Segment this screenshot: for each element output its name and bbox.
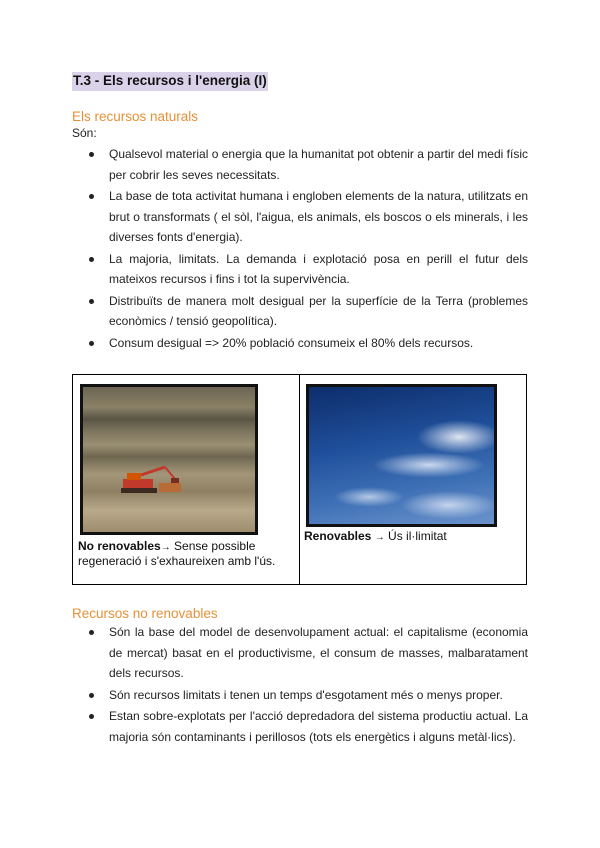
bullet-icon [89,257,94,262]
bullet-icon [89,341,94,346]
bullet-icon [89,714,94,719]
arrow-icon: → [160,542,171,553]
list-item-text: Consum desigual => 20% població consumeix el 80% dels recursos. [109,335,474,350]
open-pit-mine-photo [80,384,258,535]
page-title: T.3 - Els recursos i l'energia (I) [72,72,268,91]
cloudy-sky-photo [306,384,497,527]
list-item [72,706,528,747]
list-item-text: Són recursos limitats i tenen un temps d'esgotament més o menys proper. [109,687,503,702]
bullet-icon [89,693,94,698]
section-heading-non-renewable: Recursos no renovables [72,606,218,621]
renewable-description: Ús il·limitat [384,529,447,543]
list-item-text: Estan sobre-explotats per l'acció depredadora del sistema productiu actual. La majoria són contaminants i perillosos (tots els energètics i alguns metàl·lics). [109,709,528,744]
list-item [72,291,528,332]
table-cell-non-renewable [73,375,300,584]
list-item [72,186,528,248]
section-heading-natural-resources: Els recursos naturals [72,109,199,124]
list-item [72,144,528,185]
non-renewable-label: No renovables [78,539,161,553]
resources-image-table [72,374,527,585]
list-item [72,249,528,290]
list-item-text: Qualsevol material o energia que la humanitat pot obtenir a partir del medi físic per cobrir les seves necessitats. [109,147,528,182]
bullet-icon [89,299,94,304]
list-item [72,333,528,354]
bullet-icon [89,630,94,635]
list-item [72,685,528,706]
arrow-icon: → [374,532,385,543]
renewable-caption [304,530,514,545]
renewable-label: Renovables [304,529,372,543]
list-item-text: La base de tota activitat humana i engloben elements de la natura, utilitzats en brut o transformats ( el sòl, l'aigua, els animals, els boscos o els minerals, i les diverses fonts d'energia). [109,189,528,244]
table-cell-renewable [300,375,526,584]
non-renewable-description: Sense possible regeneració i s'exhaureixen amb l'ús. [78,539,276,568]
section-intro: Són: [72,126,97,140]
excavator-icon [119,465,185,495]
list-item-text: Són la base del model de desenvolupament actual: el capitalisme (economia de mercat) basat en el productivisme, el consum de masses, malbaratament dels recursos. [109,625,528,680]
non-renewable-list [72,622,528,748]
non-renewable-caption [78,540,278,568]
natural-resources-list [72,144,528,354]
list-item-text: La majoria, limitats. La demanda i explotació posa en perill el futur dels mateixos recursos i fins i tot la supervivència. [109,251,528,286]
bullet-icon [89,152,94,157]
bullet-icon [89,194,94,199]
list-item [72,622,528,684]
list-item-text: Distribuïts de manera molt desigual per la superfície de la Terra (problemes econòmics / tensió geopolítica). [109,293,528,328]
